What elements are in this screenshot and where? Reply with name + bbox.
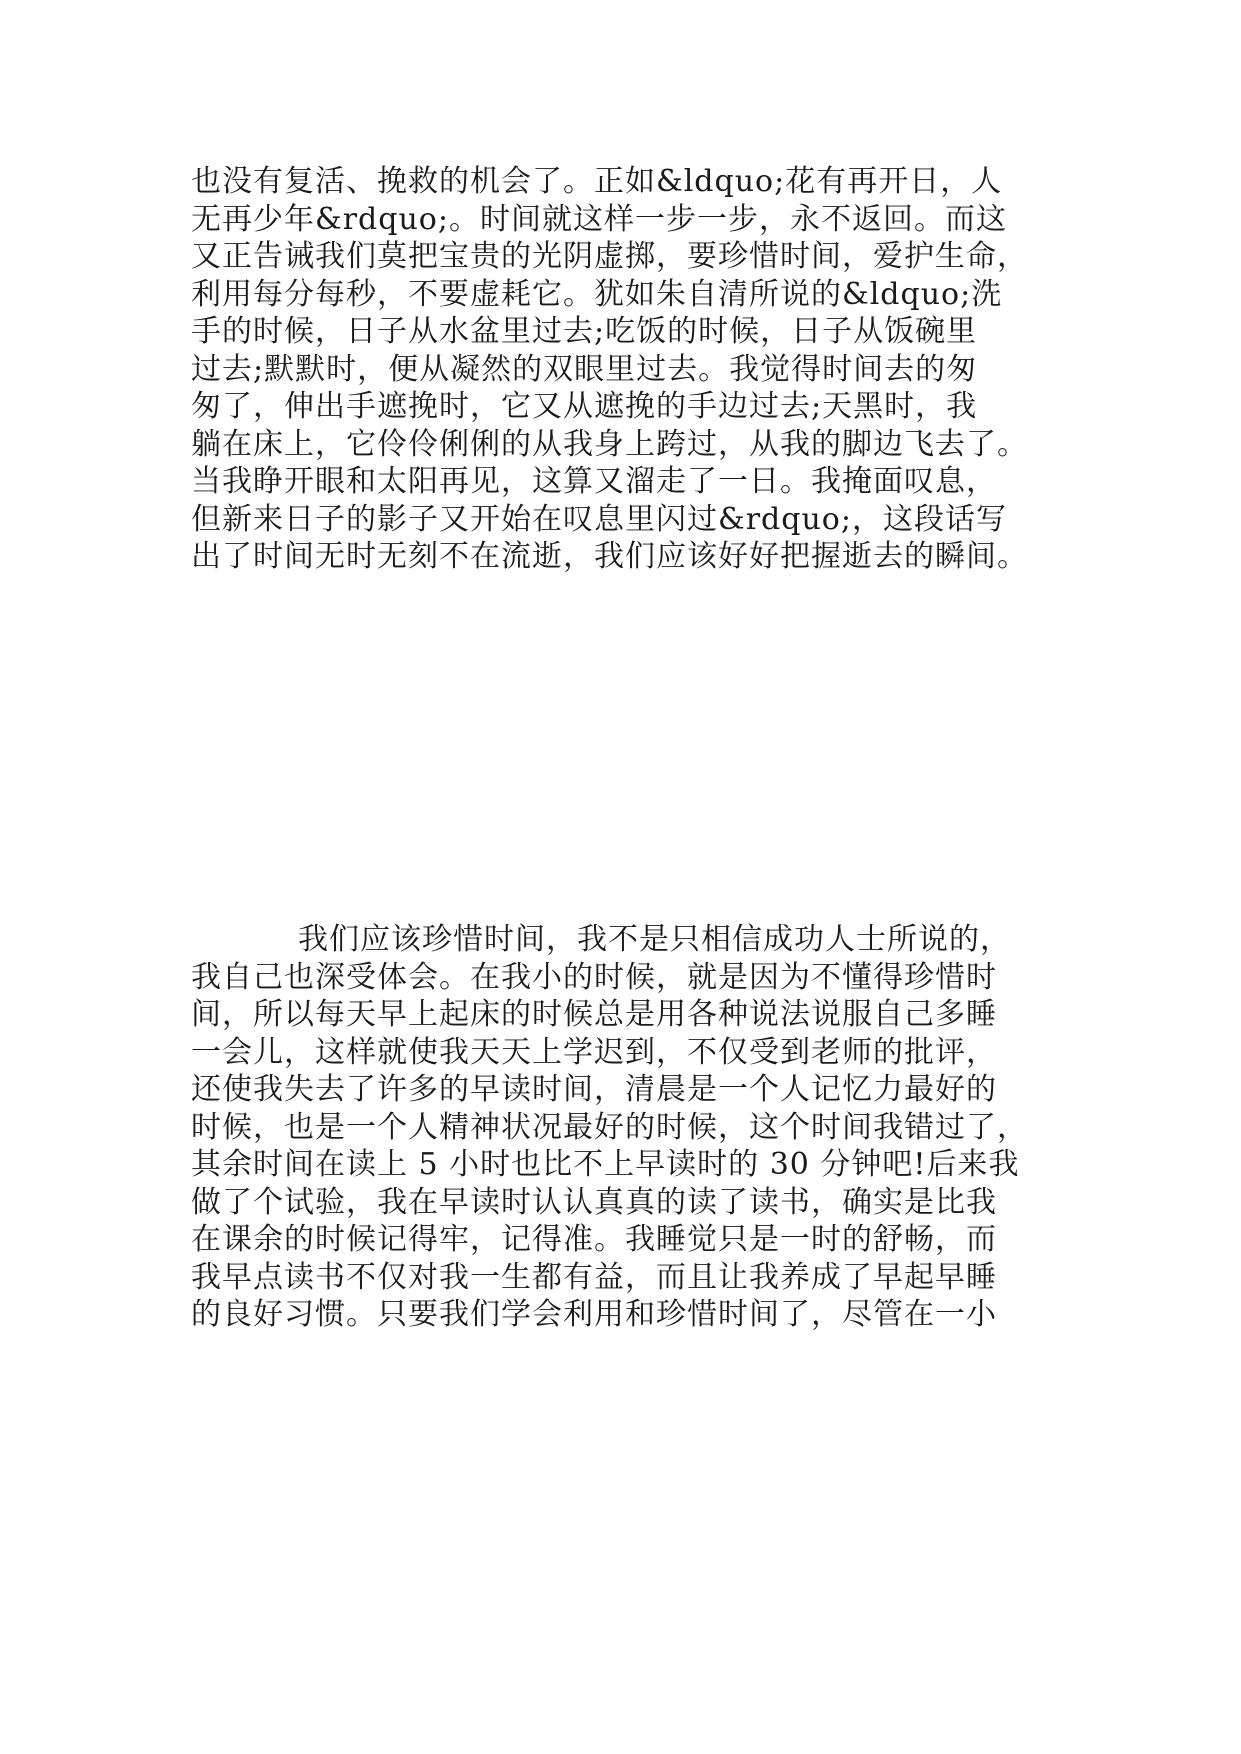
text-line: 无再少年&rdquo;。时间就这样一步一步，永不返回。而这 <box>191 202 1007 237</box>
text-line: 但新来日子的影子又开始在叹息里闪过&rdquo;，这段话写 <box>191 502 1007 537</box>
text-line: 我早点读书不仅对我一生都有益，而且让我养成了早起早睡 <box>191 1260 997 1295</box>
text-line: 一会儿，这样就使我天天上学迟到，不仅受到老师的批评， <box>191 1035 997 1070</box>
text-line: 又正告诫我们莫把宝贵的光阴虚掷，要珍惜时间，爱护生命， <box>191 239 1028 274</box>
text-line: 利用每分每秒，不要虚耗它。犹如朱自清所说的&ldquo;洗 <box>191 277 1003 312</box>
text-line: 匆了，伸出手遮挽时，它又从遮挽的手边过去;天黑时，我 <box>191 389 978 424</box>
text-line: 过去;默默时，便从凝然的双眼里过去。我觉得时间去的匆 <box>191 352 978 387</box>
text-line: 还使我失去了许多的早读时间，清晨是一个人记忆力最好的 <box>191 1072 997 1107</box>
text-line: 间，所以每天早上起床的时候总是用各种说法说服自己多睡 <box>191 997 997 1032</box>
text-line: 时候，也是一个人精神状况最好的时候，这个时间我错过了， <box>191 1110 1028 1145</box>
text-line: 做了个试验，我在早读时认认真真的读了读书，确实是比我 <box>191 1185 997 1220</box>
text-line: 手的时候，日子从水盆里过去;吃饭的时候，日子从饭碗里 <box>191 314 978 349</box>
text-line: 我自己也深受体会。在我小的时候，就是因为不懂得珍惜时 <box>191 960 997 995</box>
text-line: 的良好习惯。只要我们学会利用和珍惜时间了，尽管在一小 <box>191 1297 997 1332</box>
text-line: 躺在床上，它伶伶俐俐的从我身上跨过，从我的脚边飞去了。 <box>191 427 1028 462</box>
text-line: 我们应该珍惜时间，我不是只相信成功人士所说的， <box>298 922 1011 957</box>
text-line: 也没有复活、挽救的机会了。正如&ldquo;花有再开日，人 <box>191 164 1003 199</box>
text-line: 在课余的时候记得牢，记得准。我睡觉只是一时的舒畅，而 <box>191 1222 997 1257</box>
text-line: 其余时间在读上 5 小时也比不上早读时的 30 分钟吧!后来我 <box>191 1147 1020 1182</box>
text-line: 出了时间无时无刻不在流逝，我们应该好好把握逝去的瞬间。 <box>191 539 1028 574</box>
text-line: 当我睁开眼和太阳再见，这算又溜走了一日。我掩面叹息， <box>191 464 997 499</box>
